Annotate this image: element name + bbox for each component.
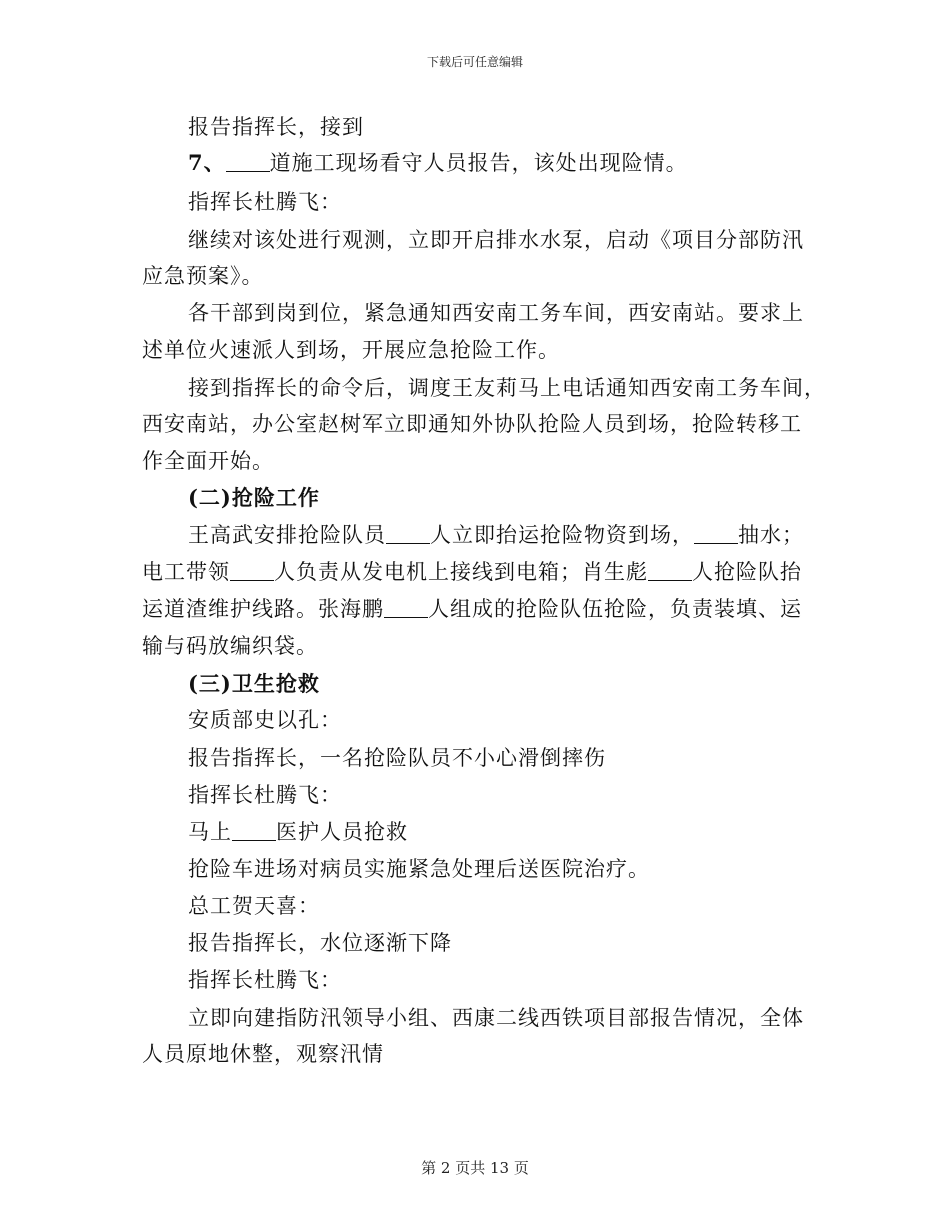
page-header: 下载后可任意编辑 xyxy=(426,55,523,69)
paragraph-line: 指挥长杜腾飞： xyxy=(188,968,342,992)
fill-blank xyxy=(226,151,270,172)
fill-blank xyxy=(384,597,428,618)
fill-blank xyxy=(386,523,430,544)
paragraph-line: 继续对该处进行观测，立即开启排水水泵，启动《项目分部防汛 xyxy=(188,228,804,252)
line-text: 道施工现场看守人员报告，该处出现险情。 xyxy=(269,151,688,175)
paragraph-line: 应急预案》。 xyxy=(142,264,264,288)
paragraph-line xyxy=(188,819,408,845)
paragraph-line: 指挥长杜腾飞： xyxy=(188,783,342,807)
paragraph-line: 报告指挥长，水位逐渐下降 xyxy=(188,931,452,955)
fill-blank xyxy=(232,820,276,841)
paragraph-line: 安质部史以孔： xyxy=(188,708,342,732)
paragraph-line: 作全面开始。 xyxy=(142,449,274,473)
paragraph-line: 各干部到岗到位，紧急通知西安南工务车间，西安南站。要求上 xyxy=(188,301,804,325)
paragraph-line: 总工贺天喜： xyxy=(188,894,320,918)
line-text: 马上 xyxy=(188,820,232,844)
paragraph-line xyxy=(142,559,802,585)
paragraph-line: 人员原地休整，观察汛情 xyxy=(142,1042,384,1066)
line-text: 电工带领 xyxy=(142,560,230,584)
fill-blank xyxy=(694,523,738,544)
paragraph-line: 抢险车进场对病员实施紧急处理后送医院治疗。 xyxy=(188,857,650,881)
paragraph-line: 述单位火速派人到场，开展应急抢险工作。 xyxy=(142,338,560,362)
line-text: 人抢险队抬 xyxy=(692,560,802,584)
paragraph-line xyxy=(142,596,802,622)
page-footer: 第 2 页共 13 页 xyxy=(421,1159,529,1177)
line-text: 人负责从发电机上接线到电箱；肖生彪 xyxy=(274,560,648,584)
item-number: 7、 xyxy=(188,150,226,175)
paragraph-line: 接到指挥长的命令后，调度王友莉马上电话通知西安南工务车间， xyxy=(188,376,826,400)
line-text: 王高武安排抢险队员 xyxy=(188,523,386,547)
paragraph-line: 立即向建指防汛领导小组、西康二线西铁项目部报告情况，全体 xyxy=(188,1006,804,1030)
section-heading: (二)抢险工作 xyxy=(188,485,320,510)
paragraph-line xyxy=(188,150,688,176)
paragraph-line xyxy=(188,522,804,548)
line-text: 医护人员抢救 xyxy=(276,820,408,844)
fill-blank xyxy=(230,560,274,581)
line-text: 人组成的抢险队伍抢险，负责装填、运 xyxy=(428,597,802,621)
line-text: 运道渣维护线路。张海鹏 xyxy=(142,597,384,621)
section-heading: (三)卫生抢救 xyxy=(188,671,320,696)
line-text: 抽水； xyxy=(738,523,804,547)
paragraph-line: 报告指挥长，一名抢险队员不小心滑倒摔伤 xyxy=(188,746,606,770)
line-text: 人立即抬运抢险物资到场， xyxy=(430,523,694,547)
paragraph-line: 报告指挥长，接到 xyxy=(188,115,364,139)
paragraph-line: 指挥长杜腾飞： xyxy=(188,190,342,214)
fill-blank xyxy=(648,560,692,581)
paragraph-line: 西安南站，办公室赵树军立即通知外协队抢险人员到场，抢险转移工 xyxy=(142,412,802,436)
paragraph-line: 输与码放编织袋。 xyxy=(142,634,318,658)
